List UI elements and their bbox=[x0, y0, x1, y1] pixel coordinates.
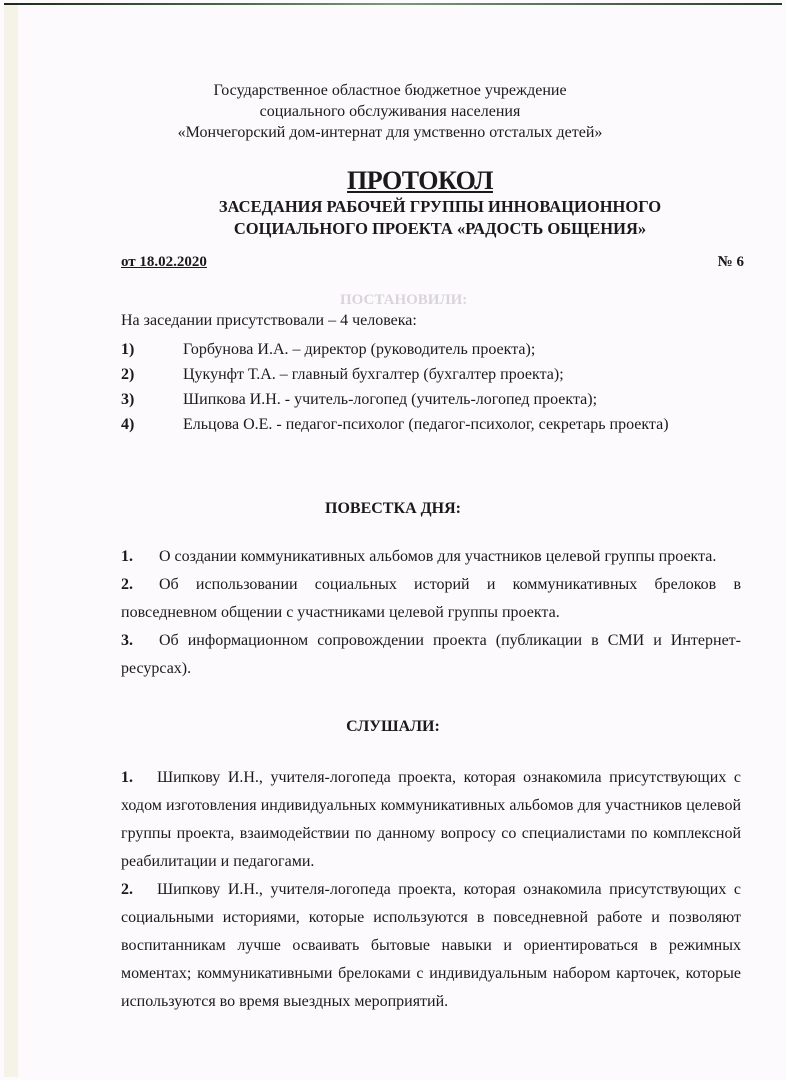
attendee-number: 3) bbox=[121, 391, 135, 408]
agenda-number: 3. bbox=[121, 632, 133, 649]
attendee-text: Горбунова И.А. – директор (руководитель проекта); bbox=[183, 341, 536, 358]
bleed-through-heading: ПОСТАНОВИЛИ: bbox=[340, 292, 468, 308]
attendee-item bbox=[121, 362, 741, 387]
attendance-statement: На заседании присутствовали – 4 человека: bbox=[121, 312, 417, 329]
agenda-item bbox=[121, 627, 741, 683]
attendee-number: 4) bbox=[121, 416, 135, 433]
agenda-number: 2. bbox=[121, 576, 133, 593]
header-line-3: «Мончегорский дом-интернат для умственно отсталых детей» bbox=[177, 124, 603, 141]
heard-item bbox=[121, 764, 741, 876]
heard-item bbox=[121, 876, 741, 1016]
document-title: ПРОТОКОЛ bbox=[347, 166, 493, 195]
attendee-number: 1) bbox=[121, 341, 135, 358]
attendee-item bbox=[121, 387, 741, 412]
agenda-text: Об использовании социальных историй и коммуникативных брелоков в повседневном общении с участниками целевой группы проекта. bbox=[121, 576, 741, 621]
attendee-text: Ельцова О.Е. - педагог-психолог (педагог-психолог, секретарь проекта) bbox=[183, 416, 669, 433]
protocol-number: № 6 bbox=[717, 254, 744, 270]
scan-edge-margin bbox=[4, 5, 18, 1077]
attendee-item bbox=[121, 337, 741, 362]
agenda-heading: ПОВЕСТКА ДНЯ: bbox=[325, 500, 461, 517]
heard-heading: СЛУШАЛИ: bbox=[346, 718, 440, 735]
header-line-1: Государственное областное бюджетное учреждение bbox=[213, 82, 567, 99]
attendee-item bbox=[121, 412, 741, 437]
institution-header bbox=[150, 80, 630, 143]
agenda-item bbox=[121, 543, 741, 571]
attendee-text: Цукунфт Т.А. – главный бухгалтер (бухгалтер проекта); bbox=[183, 366, 564, 383]
subtitle-line-1: ЗАСЕДАНИЯ РАБОЧЕЙ ГРУППЫ ИННОВАЦИОННОГО bbox=[218, 197, 662, 216]
agenda-list bbox=[121, 543, 741, 683]
agenda-number: 1. bbox=[121, 548, 133, 565]
document-subtitle bbox=[120, 196, 760, 240]
scan-edge-line bbox=[4, 3, 782, 5]
heard-list bbox=[121, 764, 741, 1016]
heard-text: Шипкову И.Н., учителя-логопеда проекта, которая ознакомила присутствующих с ходом изготовления индивидуальных коммуникативных альбомов для участников целевой группы проекта, взаимодействии по данному вопросу со специалистами по комплексной реабилитации и педагогами. bbox=[121, 769, 741, 870]
subtitle-line-2: СОЦИАЛЬНОГО ПРОЕКТА «РАДОСТЬ ОБЩЕНИЯ» bbox=[233, 219, 647, 238]
heard-number: 1. bbox=[121, 769, 133, 786]
attendee-number: 2) bbox=[121, 366, 135, 383]
protocol-date: от 18.02.2020 bbox=[121, 254, 207, 270]
agenda-text: О создании коммуникативных альбомов для участников целевой группы проекта. bbox=[159, 548, 717, 565]
heard-text: Шипкову И.Н., учителя-логопеда проекта, которая ознакомила присутствующих с социальными историями, которые используются в повседневной работе и позволяют воспитанникам лучше осваивать бытовые навыки и ориентироваться в режимных моментах; коммуникативными брелоками с индивидуальным набором карточек, которые используются во время выездных мероприятий. bbox=[121, 881, 741, 1010]
attendee-text: Шипкова И.Н. - учитель-логопед (учитель-логопед проекта); bbox=[183, 391, 598, 408]
header-line-2: социального обслуживания населения bbox=[259, 103, 521, 120]
attendee-list bbox=[121, 337, 741, 437]
agenda-text: Об информационном сопровождении проекта (публикации в СМИ и Интернет-ресурсах). bbox=[121, 632, 741, 677]
agenda-item bbox=[121, 571, 741, 627]
heard-number: 2. bbox=[121, 881, 133, 898]
